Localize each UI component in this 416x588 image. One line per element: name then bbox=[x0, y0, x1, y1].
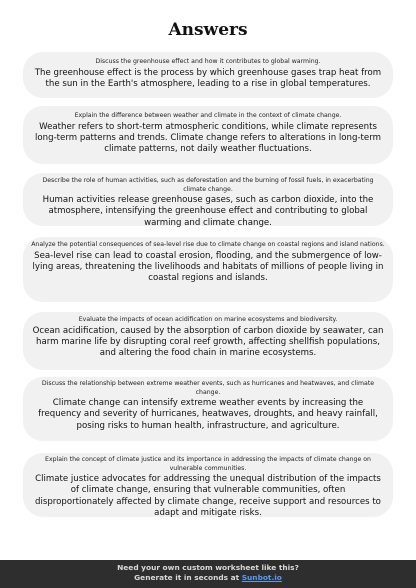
answer-text: Weather refers to short-term atmospheric conditions, while climate represents long-term patterns and trends. Climate change refers to alterations in long-term climate patterns, not daily weather fluctuations. bbox=[35, 121, 381, 155]
answer-card-2 bbox=[23, 106, 393, 164]
footer-line-1: Need your own custom worksheet like this? bbox=[117, 563, 299, 572]
question-text: Discuss the greenhouse effect and how it contributes to global warming. bbox=[95, 58, 321, 65]
answer-text: The greenhouse effect is the process by which greenhouse gases trap heat from the sun in the Earth's atmosphere, leading to a rise in global temperatures. bbox=[34, 67, 382, 89]
question-text: Analyze the potential consequences of sea-level rise due to climate change on coastal regions and island nations. bbox=[31, 241, 385, 248]
question-text: Explain the difference between weather and climate in the context of climate change. bbox=[74, 112, 342, 119]
promo-footer bbox=[0, 560, 416, 588]
answer-text: Human activities release greenhouse gases, such as carbon dioxide, into the atmosphere, intensifying the greenhouse effect and contributing to global warming and climate change. bbox=[42, 195, 374, 228]
answer-card-5 bbox=[23, 312, 393, 370]
footer-line-2-prefix: Generate it in seconds at bbox=[134, 573, 242, 582]
question-text: Evaluate the impacts of ocean acidification on marine ecosystems and biodiversity. bbox=[78, 316, 338, 323]
page-title: Answers bbox=[168, 20, 248, 40]
answer-card-1 bbox=[23, 52, 393, 98]
answer-card-3 bbox=[23, 173, 393, 226]
question-text: Describe the role of human activities, such as deforestation and the burning of fossil fuels, in exacerbating climate change. bbox=[42, 177, 374, 193]
footer-line-2 bbox=[0, 573, 416, 583]
answer-card-6 bbox=[23, 377, 393, 441]
question-text: Discuss the relationship between extreme weather events, such as hurricanes and heatwaves, and climate change. bbox=[41, 380, 375, 396]
answer-text: Climate justice advocates for addressing the unequal distribution of the impacts of climate change, ensuring that vulnerable communities, often disproportionately affected by climate change, receive support and resources to adapt and mitigate risks. bbox=[35, 474, 381, 519]
answer-text: Climate change can intensify extreme weather events by increasing the frequency and severity of hurricanes, heatwaves, droughts, and heavy rainfall, posing risks to human health, infrastructure, and agriculture. bbox=[38, 398, 378, 431]
question-text: Explain the concept of climate justice and its importance in addressing the impacts of climate change on vulnerable communities. bbox=[45, 456, 371, 472]
answer-text: Ocean acidification, caused by the absorption of carbon dioxide by seawater, can harm marine life by disrupting coral reef growth, affecting shellfish populations, and altering the food chain in marine ecosystems. bbox=[32, 325, 384, 359]
answer-text: Sea-level rise can lead to coastal erosion, flooding, and the submergence of low-lying areas, threatening the livelihoods and habitats of millions of people living in coastal regions and islands. bbox=[32, 250, 384, 284]
answer-card-4 bbox=[23, 237, 393, 302]
sunbot-link[interactable]: Sunbot.io bbox=[241, 573, 282, 582]
answer-card-7 bbox=[23, 453, 393, 517]
